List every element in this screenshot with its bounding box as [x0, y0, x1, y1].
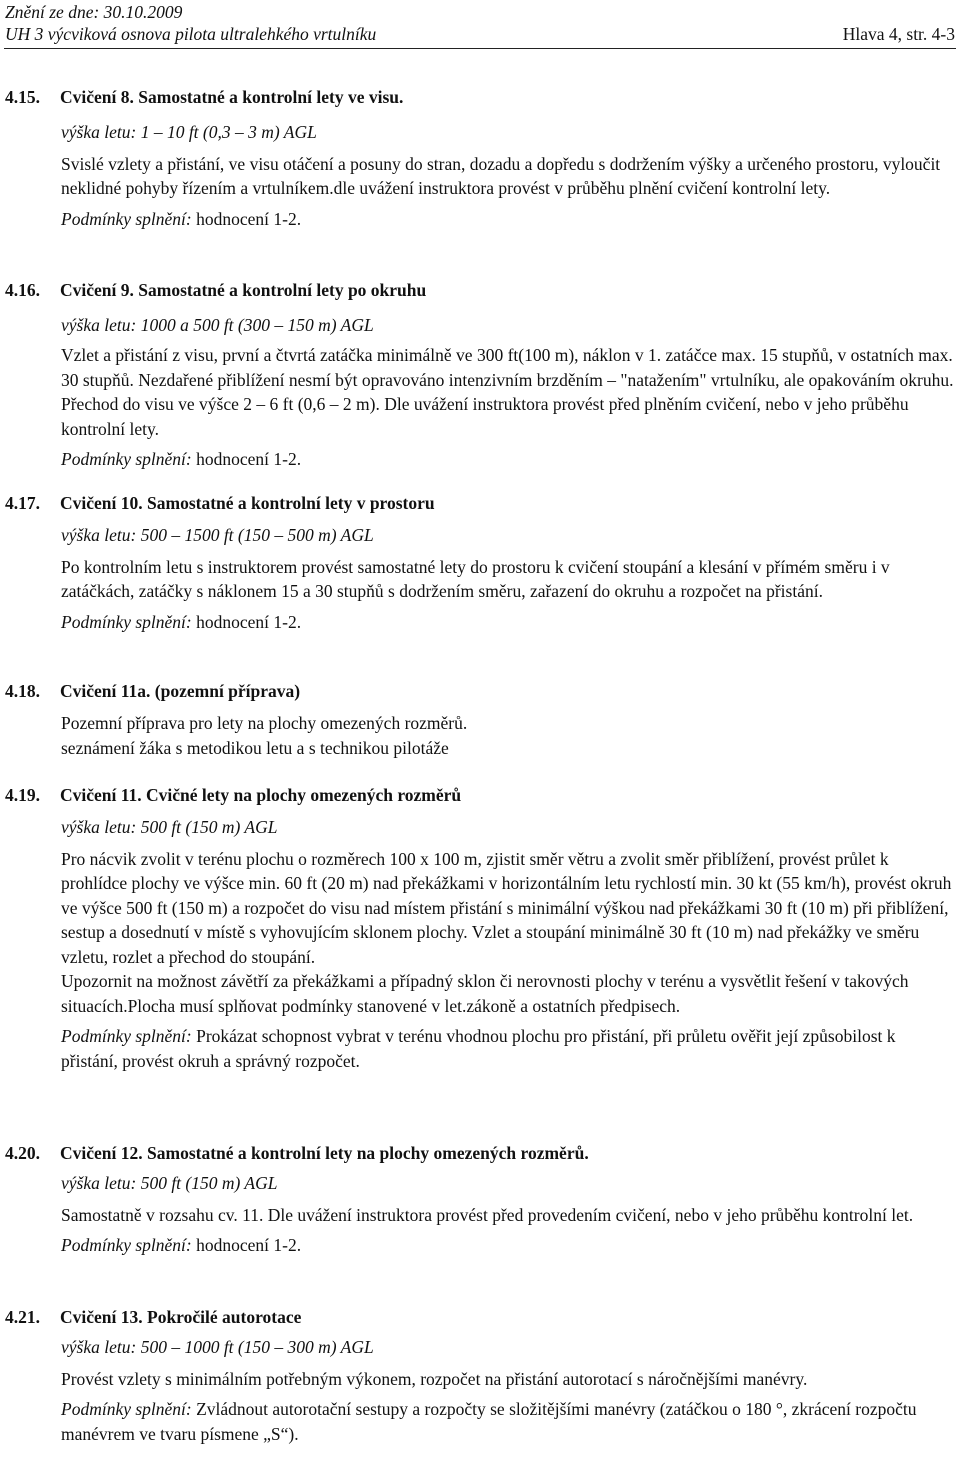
conditions: Podmínky splnění: hodnocení 1-2. — [61, 449, 302, 469]
section-body: Pro nácvik zvolit v terénu plochu o rozměrech 100 x 100 m, zjistit směr větru a zvolit směr přiblížení, provést průlet k prohlídce plochy ve výšce min. 60 ft (20 m) nad překážkami v horizontálním letu rychlostí min. 30 kt (55 km/h), provést okruh ve výšce 500 ft (150 m) a rozpočet do visu nad místem přistání s minimální výškou nad překážkami 30 ft (10 m) při přiblížení, sestup a dosednutí v místě s vyhovujícím sklonem plochy. Vzlet a stoupání minimálně 30 ft (10 m) nad překážky ve směru vzletu, rozlet a přechod do stoupání. — [61, 848, 952, 967]
section-body: Po kontrolním letu s instruktorem provést samostatné lety do prostoru k cvičení stoupání a klesání v přímém směru i v zatáčkách, zatáčky s náklonem 15 a 30 stupňů s dodržením směru, zařazení do okruhu a rozpočet na přistání. — [61, 556, 890, 601]
section-heading: 4.20. Cvičení 12. Samostatné a kontrolní lety na plochy omezených rozměrů. — [5, 1143, 589, 1163]
conditions: Podmínky splnění: hodnocení 1-2. — [61, 1235, 302, 1255]
revision-date: Znění ze dne: 30.10.2009 — [5, 2, 183, 22]
section-body: Vzlet a přistání z visu, první a čtvrtá zatáčka minimálně ve 300 ft(100 m), náklon v 1. zatáčce max. 15 stupňů, v ostatních max. 30 stupňů. Nezdařené přiblížení nesmí být opravováno intenzivním brzděním – "natažením" vrtulníku, ale opakováním okruhu. Přechod do visu ve výšce 2 – 6 ft (0,6 – 2 m). Dle uvážení instruktora provést před plněním cvičení, nebo v jeho průběhu kontrolní lety. — [61, 345, 954, 439]
document-title: UH 3 výcviková osnova pilota ultralehkého vrtulníku — [5, 24, 377, 44]
altitude: výška letu: 500 – 1000 ft (150 – 300 m) AGL — [61, 1337, 374, 1357]
section-heading: 4.16. Cvičení 9. Samostatné a kontrolní lety po okruhu — [5, 280, 427, 300]
altitude: výška letu: 1 – 10 ft (0,3 – 3 m) AGL — [61, 122, 317, 142]
section-heading: 4.19. Cvičení 11. Cvičné lety na plochy omezených rozměrů — [5, 785, 462, 805]
conditions: Podmínky splnění: hodnocení 1-2. — [61, 208, 302, 229]
section-heading: 4.21. Cvičení 13. Pokročilé autorotace — [5, 1307, 302, 1327]
altitude: výška letu: 1000 a 500 ft (300 – 150 m) AGL — [61, 315, 374, 335]
section-line: seznámení žáka s metodikou letu a s technikou pilotáže — [61, 737, 449, 758]
section-heading: 4.18. Cvičení 11a. (pozemní příprava) — [5, 681, 301, 701]
section-body: Provést vzlety s minimálním potřebným výkonem, rozpočet na přistání autorotací s náročnějšími manévry. — [61, 1368, 808, 1389]
altitude: výška letu: 500 ft (150 m) AGL — [61, 1173, 278, 1193]
section-body: Svislé vzlety a přistání, ve visu otáčení a posuny do stran, dozadu a dopředu s dodržením výšky a určeného prostoru, vyloučit neklidné pohyby řízením a vrtulníkem.dle uvážení instruktora provést v průběhu plnění cvičení kontrolní lety. — [61, 153, 941, 198]
chapter-page: Hlava 4, str. 4-3 — [842, 24, 955, 44]
conditions: Podmínky splnění: Prokázat schopnost vybrat v terénu vhodnou plochu pro přistání, při průletu ověřit její způsobilost k přistání, provést okruh a správný rozpočet. — [61, 1026, 896, 1071]
section-body: Samostatně v rozsahu cv. 11. Dle uvážení instruktora provést před provedením cvičení, nebo v jeho průběhu kontrolní let. — [61, 1204, 914, 1225]
conditions: Podmínky splnění: hodnocení 1-2. — [61, 611, 302, 632]
page-header — [5, 0, 955, 50]
section-heading: 4.15. Cvičení 8. Samostatné a kontrolní lety ve visu. — [5, 87, 404, 107]
conditions: Podmínky splnění: Zvládnout autorotační sestupy a rozpočty se složitějšími manévry (zatáčkou o 180 °, zkrácení rozpočtu manévrem ve tvaru písmene „S“). — [61, 1399, 917, 1444]
header-rule — [4, 48, 956, 49]
section-body-2: Upozornit na možnost závětří za překážkami a případný sklon či nerovnosti plochy v terénu a vysvětlit řešení v takových situacích.Plocha musí splňovat podmínky stanovené v let.zákoně a ostatních předpisech. — [61, 971, 909, 1016]
altitude: výška letu: 500 ft (150 m) AGL — [61, 817, 278, 837]
altitude: výška letu: 500 – 1500 ft (150 – 500 m) AGL — [61, 525, 374, 545]
section-heading: 4.17. Cvičení 10. Samostatné a kontrolní lety v prostoru — [5, 493, 435, 513]
section-line: Pozemní příprava pro lety na plochy omezených rozměrů. — [61, 713, 468, 733]
